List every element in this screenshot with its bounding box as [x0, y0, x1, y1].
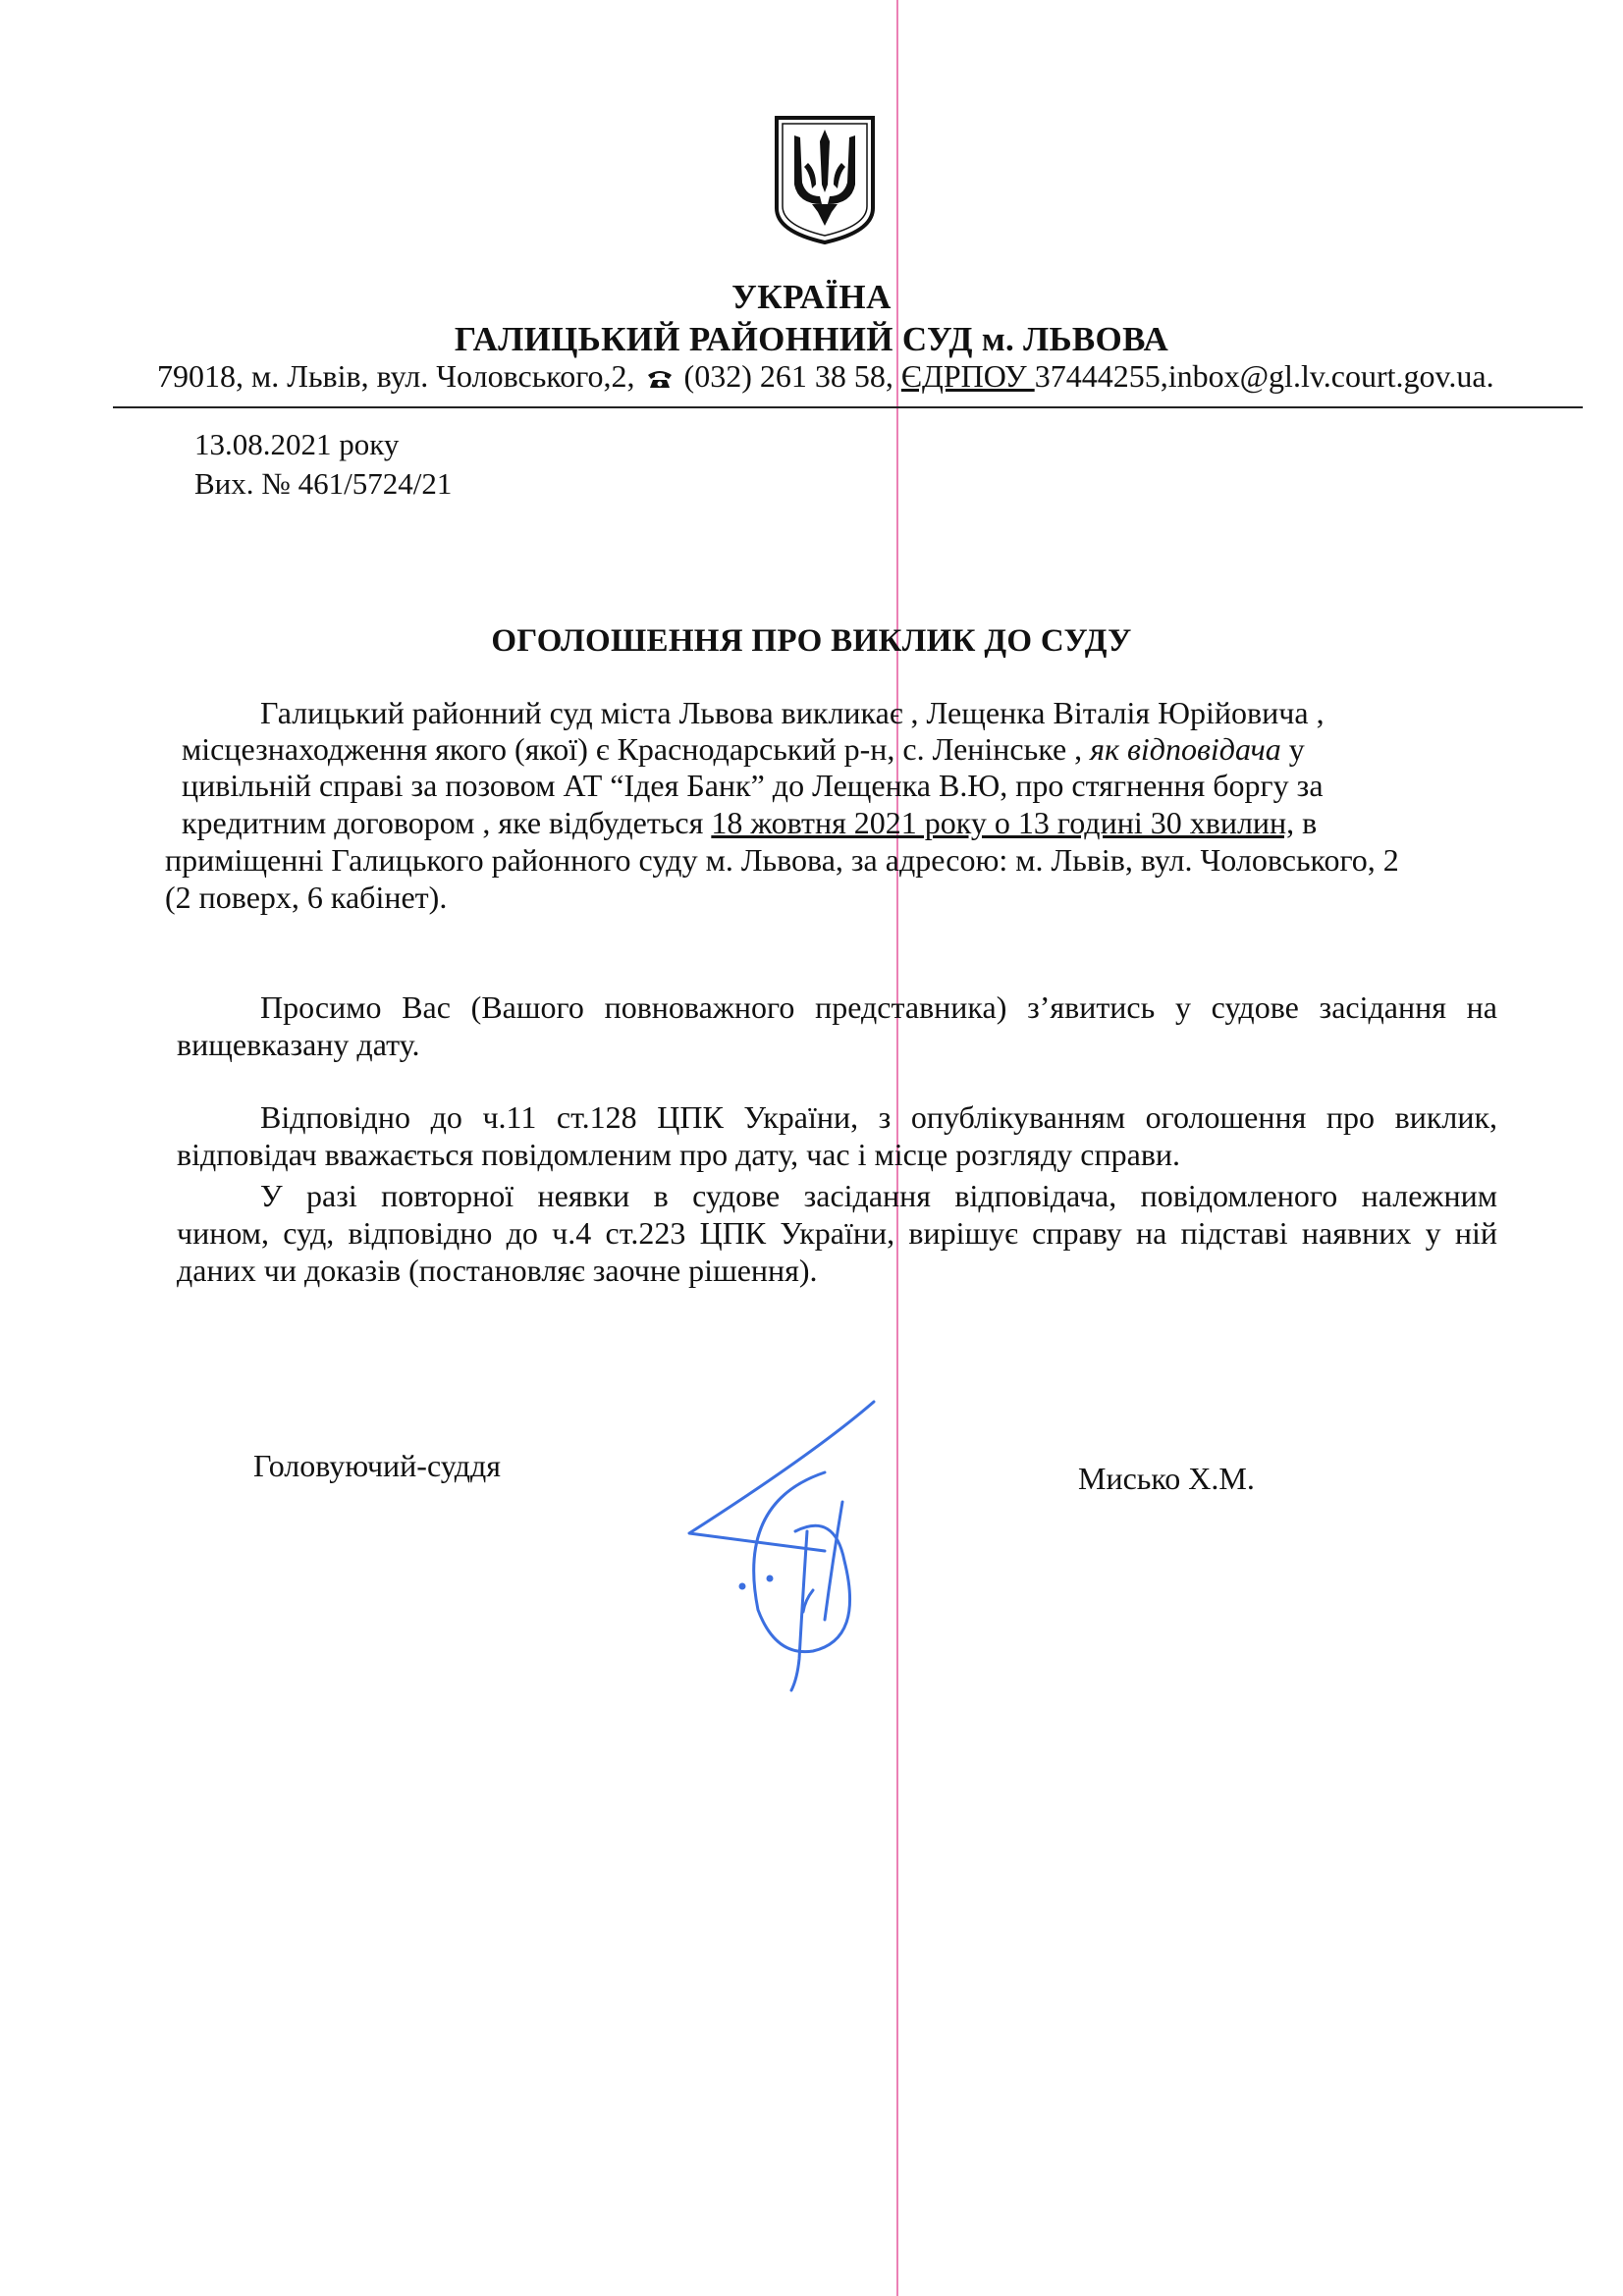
notice-p4-line1: У разі повторної неявки в судове засідання відповідача, повідомленого належним — [260, 1178, 1497, 1213]
notice-p2-line1: Просимо Вас (Вашого повноважного представника) з’явитись у судове засідання на — [260, 989, 1497, 1025]
edrpou-label: ЄДРПОУ — [900, 358, 1035, 394]
handwritten-signature — [677, 1394, 903, 1698]
notice-p3-line1: Відповідно до ч.11 ст.128 ЦПК України, з опублікуванням оголошення про виклик, — [260, 1099, 1497, 1135]
court-phone: (032) 261 38 58, — [683, 358, 893, 394]
notice-p4-line2: чином, суд, відповідно до ч.4 ст.223 ЦПК України, вирішує справу на підставі наявних у ній — [177, 1215, 1497, 1251]
court-contacts — [157, 358, 1494, 395]
notice-p3-line2: відповідач вважається повідомленим про дату, час і місце розгляду справи. — [177, 1137, 1181, 1172]
judge-name: Мисько Х.М. — [1078, 1461, 1255, 1496]
header-divider — [113, 406, 1583, 408]
notice-p1-line2: місцезнаходження якого (якої) є Краснодарський р-н, с. Ленінське , як відповідача у — [182, 731, 1305, 767]
court-address: 79018, м. Львів, вул. Чоловського,2, — [157, 358, 635, 394]
document-date: 13.08.2021 року — [194, 427, 400, 461]
defendant-role: як відповідача — [1090, 731, 1281, 767]
judge-role: Головуючий-суддя — [253, 1448, 501, 1483]
notice-p1-line5: приміщенні Галицького районного суду м. Львова, за адресою: м. Львів, вул. Чоловського, 2 — [165, 842, 1399, 878]
notice-p1-line4: кредитним договором , яке відбудеться 18 жовтня 2021 року о 13 годині 30 хвилин, в — [182, 805, 1318, 840]
notice-p2-line2: вищевказану дату. — [177, 1027, 420, 1062]
telephone-icon — [647, 369, 673, 389]
trident-coat-of-arms-icon — [773, 114, 877, 246]
hearing-datetime: 18 жовтня 2021 року о 13 годині 30 хвилин, — [711, 805, 1295, 840]
notice-p1-line1: Галицький районний суд міста Львова викликає , Лещенка Віталія Юрійовича , — [260, 695, 1325, 730]
notice-p4-line3: даних чи доказів (постановляє заочне рішення). — [177, 1253, 818, 1288]
court-name: ГАЛИЦЬКИЙ РАЙОННИЙ СУД м. ЛЬВОВА — [454, 320, 1169, 358]
outgoing-number: Вих. № 461/5724/21 — [194, 466, 453, 501]
notice-p1-line6: (2 поверх, 6 кабінет). — [165, 880, 448, 915]
notice-title: ОГОЛОШЕННЯ ПРО ВИКЛИК ДО СУДУ — [491, 623, 1132, 659]
country-title: УКРАЇНА — [731, 278, 892, 316]
notice-p1-line3: цивільній справі за позовом АТ “Ідея Банк” до Лещенка В.Ю, про стягнення боргу за — [182, 768, 1324, 803]
edrpou-email: 37444255,inbox@gl.lv.court.gov.ua. — [1034, 358, 1494, 394]
